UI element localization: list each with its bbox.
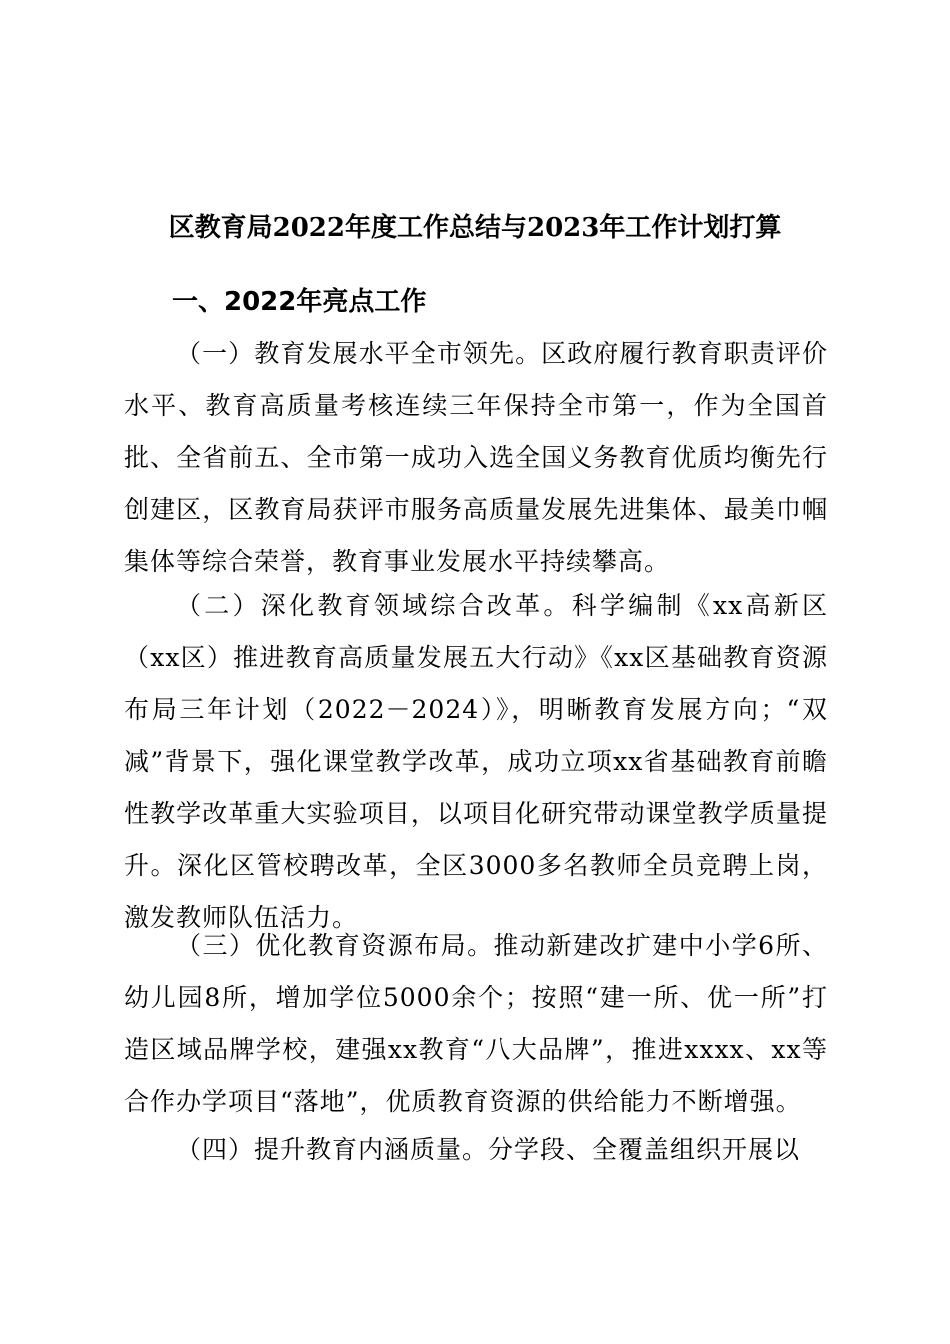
paragraph-resources: （三）优化教育资源布局。推动新建改扩建中小学6所、幼儿园8所，增加学位5000余个；按照“建一所、优一所”打造区域品牌学校，建强xx教育“八大品牌”，推进xxxx、xx等合作办学项目“落地”，优质教育资源的供给能力不断增强。 [124, 931, 828, 1116]
paragraph-reform: （二）深化教育领域综合改革。科学编制《xx高新区（xx区）推进教育高质量发展五大行动》《xx区基础教育资源布局三年计划（2022－2024）》，明晰教育发展方向；“双减”背景下，强化课堂教学改革，成功立项xx省基础教育前瞻性教学改革重大实验项目，以项目化研究带动课堂教学质量提升。深化区管校聘改革，全区3000多名教师全员竞聘上岗，激发教师队伍活力。 [124, 591, 828, 932]
section-heading: 一、2022年亮点工作 [172, 287, 427, 317]
paragraph-quality: （四）提升教育内涵质量。分学段、全覆盖组织开展以 [176, 1135, 801, 1164]
document-title: 区教育局2022年度工作总结与2023年工作计划打算 [168, 213, 782, 243]
paragraph-education-level: （一）教育发展水平全市领先。区政府履行教育职责评价水平、教育高质量考核连续三年保持全市第一，作为全国首批、全省前五、全市第一成功入选全国义务教育优质均衡先行创建区，区教育局获评市服务高质量发展先进集体、最美巾帼集体等综合荣誉，教育事业发展水平持续攀高。 [124, 339, 828, 576]
